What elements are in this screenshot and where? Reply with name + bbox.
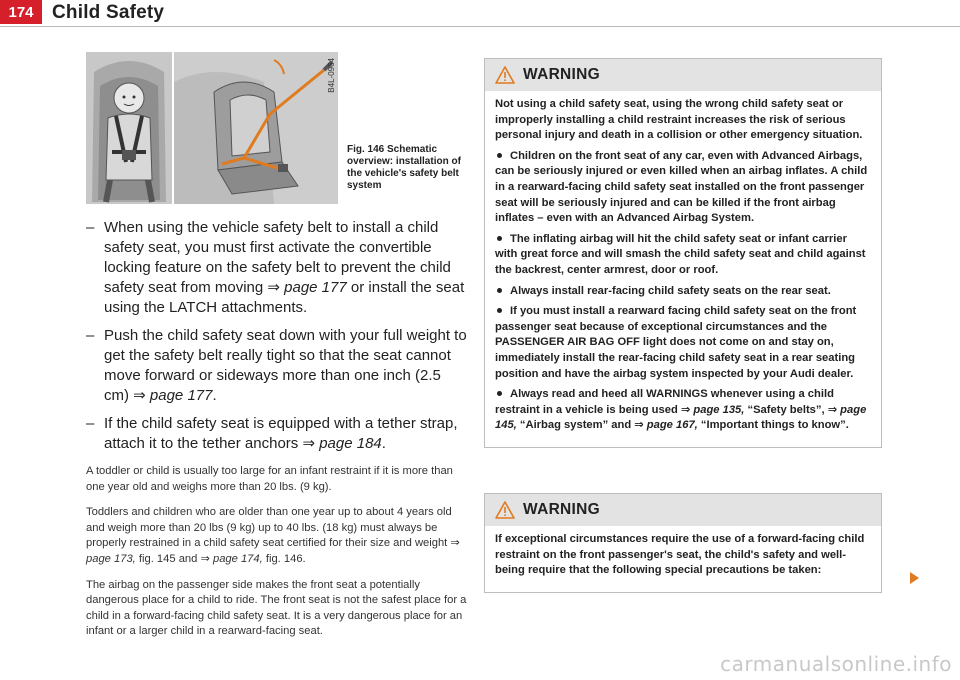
figure-146 [86, 52, 338, 204]
bullet-dot-icon [497, 391, 502, 396]
bullet-dot-icon [497, 288, 502, 293]
page-reference-link[interactable]: ⇒ page 135, [680, 403, 745, 416]
warning-text: If exceptional circumstances require the use of a forward-facing child restraint on the front passenger's seat, the child's safety and well-being require that the following special precautions be taken: [495, 533, 865, 577]
page-reference-link[interactable]: ⇒ page 177 [267, 279, 347, 296]
bullet-dot-icon [497, 308, 502, 313]
page-reference-link[interactable]: ⇒ page 177 [133, 387, 213, 404]
warning-box [484, 493, 882, 593]
section-title: Child Safety [52, 2, 165, 23]
body-paragraph: The airbag on the passenger side makes the front seat a potentially dangerous place for a child to ride. The front seat is not the safest place for a child in a forward-facing child safety seat. It is a very dangerous place for an infant or a larger child in a rearward-facing seat. [86, 578, 467, 638]
warning-triangle-icon [495, 501, 515, 519]
instruction-bullet: – When using the vehicle safety belt to install a child safety seat, you must first activate the convertible locking feature on the safety belt to prevent the child safety seat from moving ⇒ page 177 or install the seat using the LATCH attachments. [86, 219, 465, 316]
bullet-text: Push the child safety seat down with your full weight to get the safety belt really tight so that the seat cannot move forward or sideways more than one inch (2.5 cm) [104, 327, 467, 404]
warning-item: The inflating airbag will hit the child safety seat or infant carrier with great force and will smash the child safety seat and child against the backrest, center armrest, door or roof. [495, 232, 866, 276]
page-reference-link[interactable]: ⇒ page 184 [302, 435, 382, 452]
page-reference-link[interactable]: ⇒ page 174, [200, 552, 263, 565]
warning-body [485, 91, 881, 447]
bullet-text-tail: . [212, 387, 217, 404]
page-reference-link[interactable]: ⇒ page 167, [634, 419, 698, 432]
warning-triangle-icon [495, 66, 515, 84]
bullet-text-tail: . [381, 435, 386, 452]
page-reference-link[interactable]: ⇒ page 145, [495, 403, 867, 432]
figure-image-belt-installation [174, 52, 338, 204]
warning-item: Always install rear-facing child safety seats on the rear seat. [495, 284, 871, 300]
figure-code: B4L-0964 [327, 58, 336, 93]
warning-box [484, 58, 882, 448]
bullet-dot-icon [497, 153, 502, 158]
figure-caption: Fig. 146 Schematic overview: installation of the vehicle's safety belt system [347, 144, 461, 191]
seat-belt-installation-illustration [174, 52, 338, 204]
instruction-bullet: – Push the child safety seat down with your full weight to get the safety belt really tight so that the seat cannot move forward or sideways more than one inch (2.5 cm) ⇒ page 177. [86, 327, 467, 404]
instruction-bullet: – If the child safety seat is equipped with a tether strap, attach it to the tether anchors ⇒ page 184. [86, 415, 458, 452]
warning-item: Children on the front seat of any car, even with Advanced Airbags, can be seriously injured or even killed when an airbag inflates. A child in a rearward-facing child safety seat installed on the front passenger seat will be seriously injured and can be killed if the front airbag inflates – even with an Advanced Airbag System. [495, 149, 868, 225]
warning-item: If you must install a rearward facing child safety seat on the front passenger seat because of exceptional circumstances and the PASSENGER AIR BAG OFF light does not come on and stay on, immediately install the rear-facing child safety seat in a rear seating position and have the airbag system inspected by your Audi dealer. [495, 305, 857, 380]
body-paragraph: Toddlers and children who are older than one year up to about 4 years old and weigh more than 20 lbs (9 kg) up to 40 lbs. (18 kg) must always be properly restrained in a child safety seat certified for their size and weight ⇒ page 173, fig. 145 and ⇒ page 174, fig. 146. [86, 506, 460, 565]
warning-header [485, 494, 881, 526]
left-column [86, 218, 468, 640]
bullet-dot-icon [497, 236, 502, 241]
bullet-text: If the child safety seat is equipped with a tether strap, attach it to the tether anchors [104, 415, 458, 452]
bullet-text-tail: or install the seat using the LATCH attachments. [104, 279, 465, 316]
header-divider [0, 26, 960, 27]
body-paragraph: A toddler or child is usually too large for an infant restraint if it is more than one year old and weighs more than 20 lbs. (9 kg). [86, 465, 453, 493]
child-in-seat-illustration [86, 52, 172, 204]
warning-title: WARNING [523, 66, 601, 83]
continue-arrow-icon [910, 572, 919, 584]
bullet-text: When using the vehicle safety belt to install a child safety seat, you must first activate the convertible locking feature on the safety belt to prevent the child safety seat from moving [104, 219, 451, 296]
watermark: carmanualsonline.info [720, 652, 952, 676]
warning-body [485, 526, 881, 592]
page-reference-link[interactable]: ⇒ page 173, [86, 537, 460, 565]
warning-header [485, 59, 881, 91]
warning-item: Always read and heed all WARNINGS whenever using a child restraint in a vehicle is being used ⇒ page 135, “Safety belts”, ⇒ page 145, “Airbag system” and ⇒ page 167, “Important things to know”. [495, 388, 867, 432]
figure-image-child-seat-front [86, 52, 172, 204]
page-number-badge: 174 [0, 0, 42, 24]
warning-title: WARNING [523, 501, 601, 518]
warning-intro: Not using a child safety seat, using the wrong child safety seat or improperly installing a child restraint increases the risk of serious personal injury and death in a collision or other emergency situation. [495, 98, 863, 142]
